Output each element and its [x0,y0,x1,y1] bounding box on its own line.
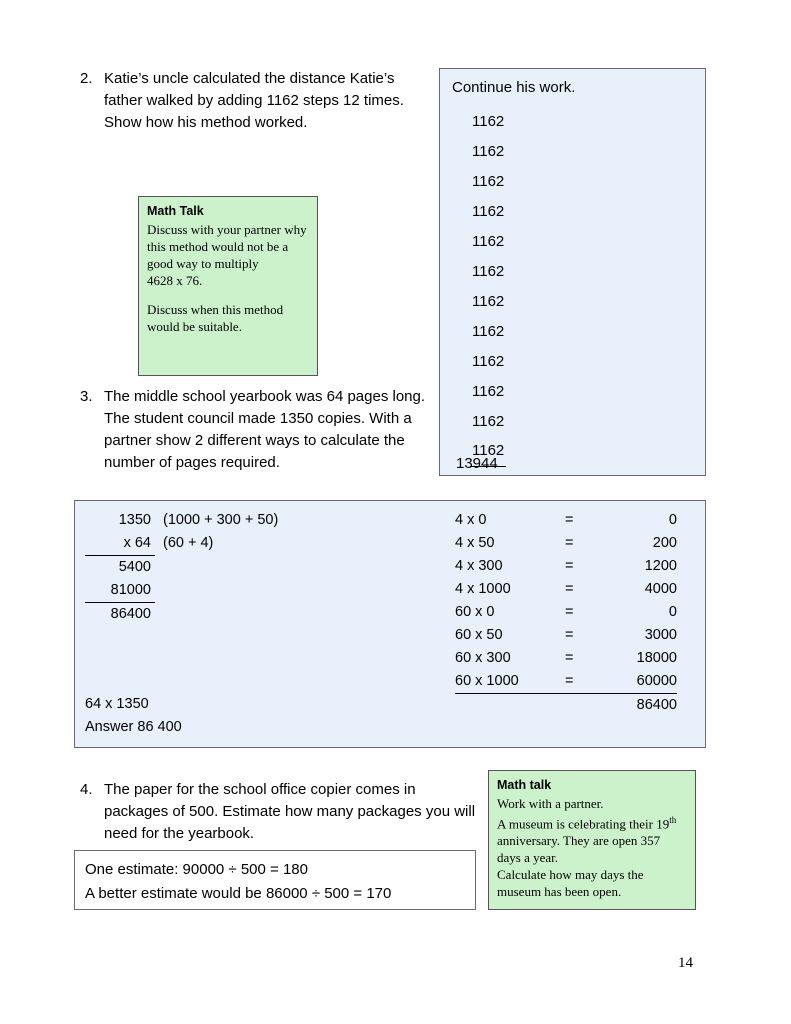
work-bottom-line-2: Answer 86 400 [85,719,182,735]
math-talk-2-line-2a: A museum is celebrating their 19 [497,816,670,832]
addend-item: 1162 [472,203,505,220]
work-right-expression: 4 x 50 [455,535,495,551]
math-talk-box-2 [488,770,696,910]
work-right-value: 60000 [605,670,677,694]
work-right-value: 1200 [644,558,677,574]
continue-work-panel [439,68,706,476]
math-talk-1-title: Math Talk [147,204,204,218]
addition-total: 13944 [456,455,498,472]
work-right-equals: = [565,581,574,597]
work-left-number: 81000 [85,579,155,603]
question-2-number: 2. [80,70,93,87]
work-right-value: 0 [668,512,677,528]
addend-item: 1162 [472,113,505,130]
question-2-text: Katie’s uncle calculated the distance Katie’s father walked by adding 1162 steps 12 times. Show how his method worked. [104,70,404,131]
math-talk-1-body-2: 4628 x 76. [147,273,203,288]
math-talk-2-line-3: Calculate how may days the museum has been open. [497,867,644,900]
work-right-equals: = [565,512,574,528]
work-right-expression: 60 x 1000 [455,670,565,694]
work-right-equals: = [565,558,574,574]
question-4-number: 4. [80,781,93,798]
work-right-row [455,647,677,670]
work-right-row [455,670,677,694]
work-right-expression: 4 x 300 [455,558,503,574]
work-left-number: x 64 [85,532,155,556]
addend-item: 1162 [472,173,505,190]
math-talk-1-body-3: Discuss when this method would be suitable. [147,302,284,334]
work-right-expression: 60 x 300 [455,650,511,666]
estimate-line-2: A better estimate would be 86000 ÷ 500 = 170 [85,885,392,902]
work-right-equals: = [565,650,574,666]
work-right-row [455,624,677,647]
work-left-row [85,603,278,626]
work-bottom-line-1: 64 x 1350 [85,696,149,712]
work-right-value: 18000 [636,650,677,666]
addend-item: 1162 [472,353,505,370]
work-right-expression: 60 x 50 [455,627,503,643]
work-left-number: 1350 [118,512,151,528]
addend-item: 1162 [472,233,505,250]
math-talk-box-1 [138,196,318,376]
work-left-expansion: (60 + 4) [163,535,214,551]
addend-item: 1162 [472,263,505,280]
work-right-total: 86400 [636,697,677,713]
work-left-expansion: (1000 + 300 + 50) [163,512,279,528]
continue-work-title: Continue his work. [452,79,576,96]
math-talk-1-body-1: Discuss with your partner why this method would not be a good way to multiply [147,222,307,271]
work-right-value: 200 [652,535,677,551]
work-left-column [85,509,278,626]
question-3-number: 3. [80,388,93,405]
work-right-equals: = [565,627,574,643]
work-right-value: 4000 [644,581,677,597]
math-talk-2-line-2 [497,812,687,866]
work-left-expansion [155,556,163,579]
work-right-equals: = [565,670,605,694]
question-4-text: The paper for the school office copier comes in packages of 500. Estimate how many packages you will need for the yearbook. [104,781,476,842]
addend-item-last: 1162 [470,437,506,467]
math-talk-2-line-2c: anniversary. They are open 357 days a year. [497,833,661,866]
work-left-row [85,556,278,579]
page-number: 14 [678,955,693,971]
work-panel [74,500,706,748]
work-right-value: 3000 [644,627,677,643]
addend-item: 1162 [472,293,505,310]
work-right-total-spacer [455,694,605,717]
work-right-expression: 60 x 0 [455,604,495,620]
work-right-expression: 4 x 1000 [455,581,511,597]
work-right-row [455,509,677,532]
work-right-row [455,532,677,555]
addend-list [470,107,590,467]
work-right-expression: 4 x 0 [455,512,487,528]
question-4 [80,779,480,845]
work-bottom-lines [85,693,182,739]
addend-item: 1162 [472,143,505,160]
work-left-expansion [155,579,163,603]
work-right-equals: = [565,604,574,620]
estimate-answer-box [74,850,476,910]
work-left-number: 5400 [118,559,151,575]
work-right-column [455,509,677,717]
math-talk-2-ordinal-suffix: th [669,815,677,825]
addend-item: 1162 [472,383,505,400]
work-right-row [455,555,677,578]
work-right-total-row [455,694,677,717]
work-left-number: 86400 [110,606,151,622]
work-right-value: 0 [668,604,677,620]
question-3 [80,386,430,474]
work-right-row [455,601,677,624]
work-right-equals: = [565,535,574,551]
math-talk-2-title: Math talk [497,778,552,792]
addend-item: 1162 [472,413,505,430]
work-left-row [85,509,278,532]
question-3-text: The middle school yearbook was 64 pages long. The student council made 1350 copies. With a partner show 2 different ways to calculate the number of pages required. [104,388,426,471]
work-left-expansion [155,603,163,626]
work-left-row [85,579,278,603]
work-left-row [85,532,278,556]
work-right-row [455,578,677,601]
question-2 [80,68,420,134]
math-talk-2-line-1: Work with a partner. [497,796,604,811]
math-talk-1-spacer [147,289,309,301]
addend-item: 1162 [472,323,505,340]
estimate-line-1: One estimate: 90000 ÷ 500 = 180 [85,861,308,878]
